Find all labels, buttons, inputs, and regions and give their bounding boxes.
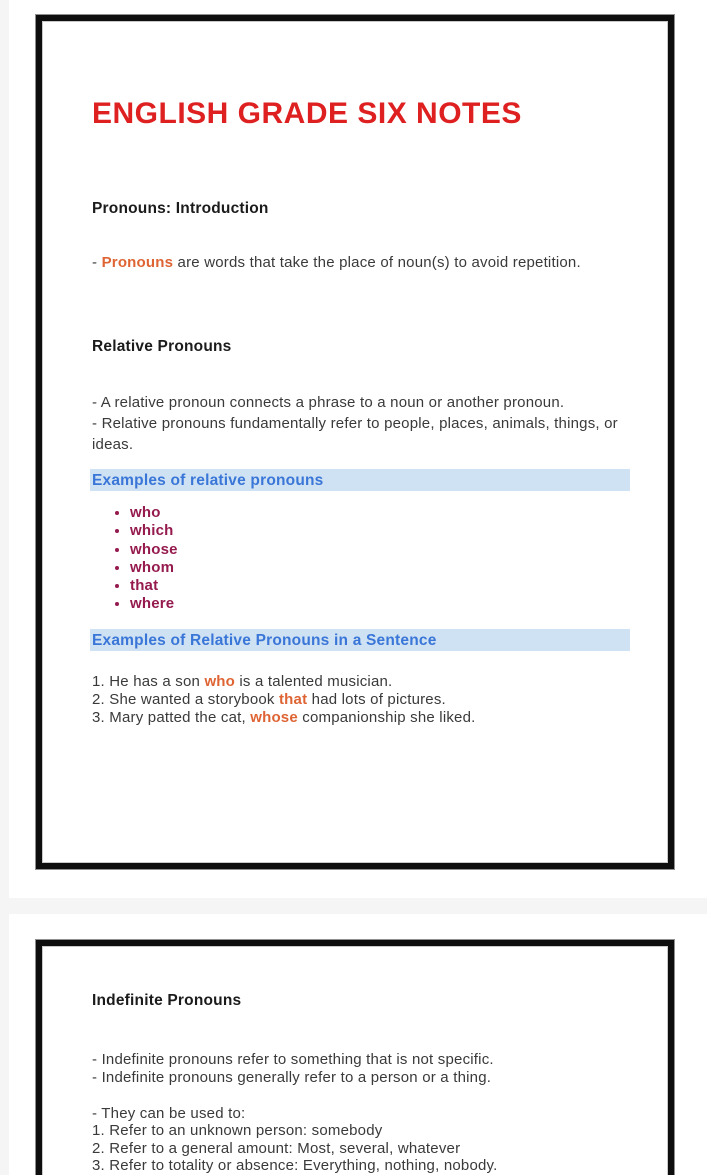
example-sentence <box>92 709 625 727</box>
notes-page-2 <box>36 940 674 1175</box>
sentence-text: 2. She wanted a storybook <box>92 691 279 709</box>
list-item: • who <box>130 504 625 522</box>
relative-definition-line: - A relative pronoun connects a phrase to a noun or another pronoun. <box>92 394 565 411</box>
intro-dash: - <box>92 254 102 271</box>
use-line: 3. Refer to totality or absence: Everything, nothing, nobody. <box>92 1157 498 1175</box>
notes-page-1 <box>36 15 674 869</box>
sentence-highlight-word: who <box>204 672 236 690</box>
definition-line: - Indefinite pronouns refer to something that is not specific. <box>92 1051 494 1068</box>
sentence-text: had lots of pictures. <box>307 691 446 709</box>
heading-relative-pronouns: Relative Pronouns <box>92 338 232 355</box>
list-item: • where <box>130 595 625 613</box>
intro-highlight-word: Pronouns <box>101 254 174 271</box>
list-item: • whom <box>130 559 625 577</box>
sentence-highlight-word: whose <box>250 709 298 727</box>
relative-pronouns-paragraph <box>92 392 625 455</box>
list-item: • whose <box>130 541 625 559</box>
sentence-text: 1. He has a son <box>92 672 205 690</box>
example-sentence <box>92 691 625 709</box>
heading-indefinite-pronouns: Indefinite Pronouns <box>92 992 242 1009</box>
use-line: 1. Refer to an unknown person: somebody <box>92 1122 383 1140</box>
example-sentence <box>92 673 625 691</box>
relative-refer-line: - Relative pronouns fundamentally refer to people, places, animals, things, or ideas. <box>92 415 618 453</box>
intro-paragraph-rest: are words that take the place of noun(s) to avoid repetition. <box>173 254 581 271</box>
window-left-gutter <box>0 0 9 1175</box>
indefinite-uses-paragraph <box>92 1105 625 1175</box>
definition-line: - Indefinite pronouns generally refer to a person or a thing. <box>92 1069 492 1087</box>
list-item: • that <box>130 577 625 595</box>
indefinite-definition-paragraph <box>92 1051 625 1088</box>
intro-paragraph <box>92 252 625 273</box>
example-sentence-list <box>92 673 625 728</box>
sentence-highlight-word: that <box>278 691 308 709</box>
page-separator <box>0 898 707 914</box>
sentence-text: is a talented musician. <box>235 672 393 690</box>
subheading-examples-in-a-sentence: Examples of Relative Pronouns in a Sentence <box>90 629 630 651</box>
uses-intro-line: - They can be used to: <box>92 1104 246 1122</box>
relative-pronoun-list <box>92 504 625 614</box>
list-item: • which <box>130 522 625 540</box>
sentence-text: 3. Mary patted the cat, <box>92 709 251 727</box>
document-title: ENGLISH GRADE SIX NOTES <box>92 97 522 130</box>
heading-pronouns-introduction: Pronouns: Introduction <box>92 200 269 217</box>
subheading-examples-of-relative-pronouns: Examples of relative pronouns <box>90 469 630 491</box>
sentence-text: companionship she liked. <box>297 709 476 727</box>
use-line: 2. Refer to a general amount: Most, several, whatever <box>92 1139 461 1157</box>
